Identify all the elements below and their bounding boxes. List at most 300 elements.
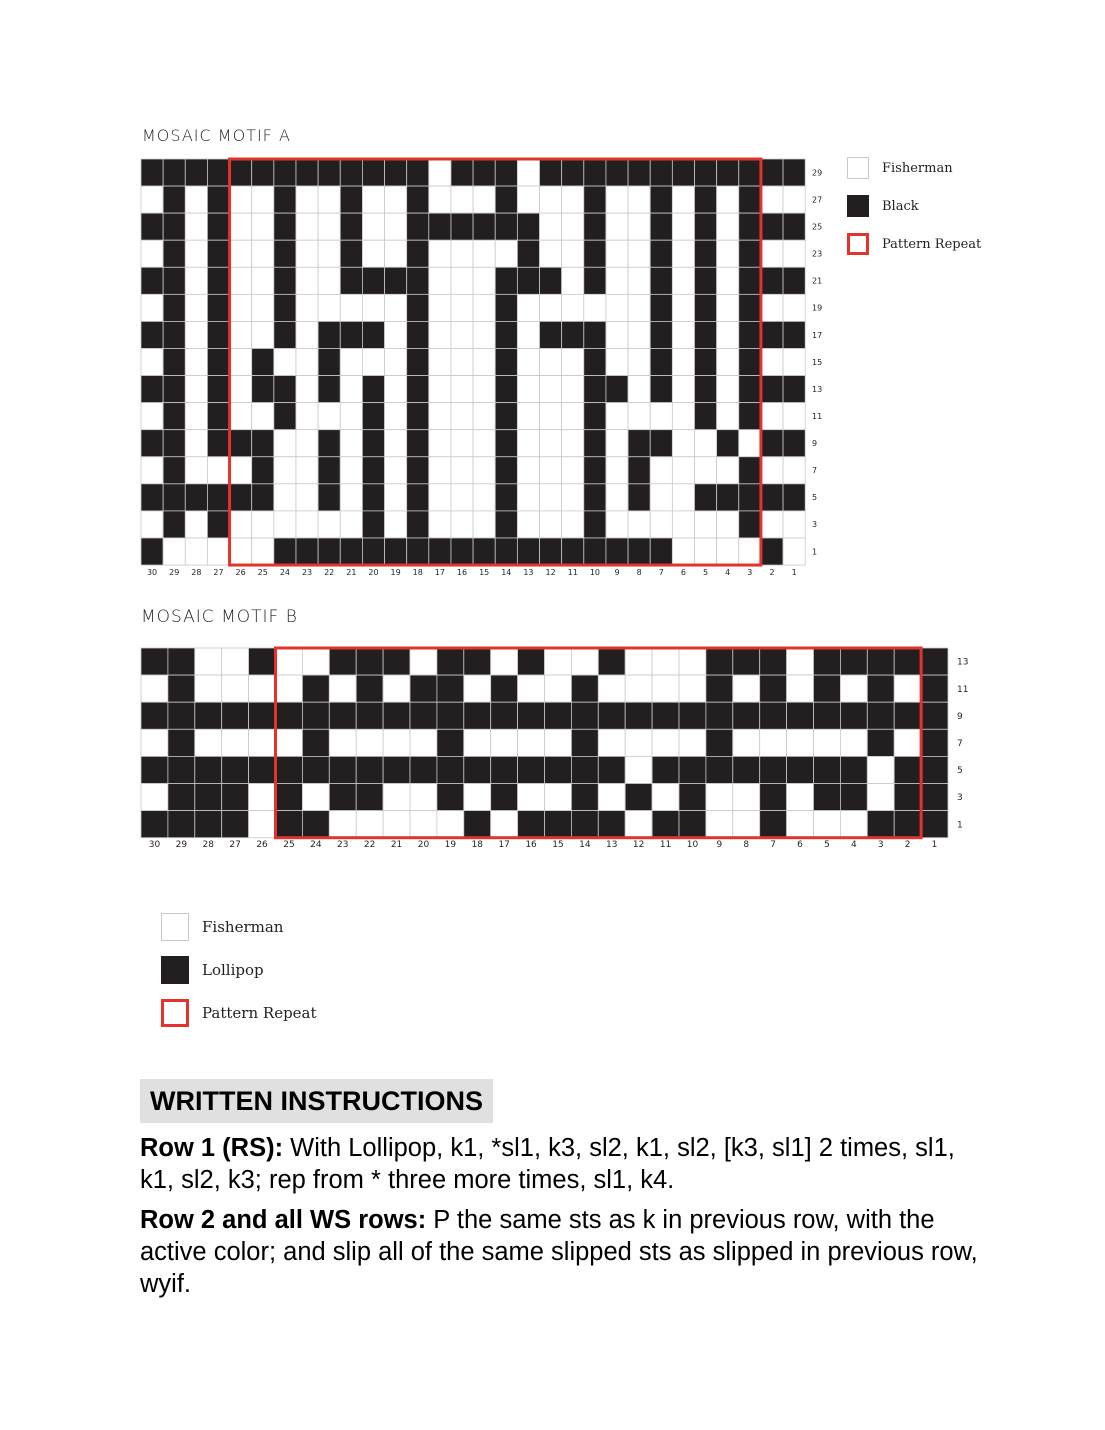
stitch-cell-dark xyxy=(274,376,296,403)
stitch-cell-light xyxy=(230,267,252,294)
stitch-cell-light xyxy=(356,811,383,838)
stitch-cell-light xyxy=(545,675,572,702)
stitch-cell-dark xyxy=(495,511,517,538)
stitch-cell-dark xyxy=(562,538,584,565)
stitch-cell-light xyxy=(739,430,761,457)
stitch-cell-light xyxy=(783,294,805,321)
stitch-cell-dark xyxy=(491,784,518,811)
column-number-label: 14 xyxy=(579,840,591,850)
stitch-cell-light xyxy=(252,538,274,565)
stitch-cell-light xyxy=(340,484,362,511)
stitch-cell-dark xyxy=(598,702,625,729)
stitch-cell-light xyxy=(296,484,318,511)
stitch-cell-light xyxy=(540,457,562,484)
stitch-cell-dark xyxy=(356,756,383,783)
stitch-cell-dark xyxy=(318,430,340,457)
stitch-cell-light xyxy=(695,538,717,565)
stitch-cell-dark xyxy=(362,403,384,430)
stitch-cell-light xyxy=(362,186,384,213)
stitch-cell-dark xyxy=(230,430,252,457)
stitch-cell-light xyxy=(383,811,410,838)
stitch-cell-dark xyxy=(252,348,274,375)
stitch-cell-light xyxy=(249,811,276,838)
stitch-cell-light xyxy=(473,186,495,213)
column-number-label: 12 xyxy=(545,568,556,577)
stitch-cell-light xyxy=(562,267,584,294)
row-number-label: 15 xyxy=(812,357,823,367)
stitch-cell-dark xyxy=(252,484,274,511)
stitch-cell-light xyxy=(296,511,318,538)
stitch-cell-light xyxy=(706,784,733,811)
stitch-cell-dark xyxy=(252,430,274,457)
stitch-cell-light xyxy=(545,784,572,811)
stitch-cell-light xyxy=(429,511,451,538)
legend-label: Pattern Repeat xyxy=(202,1004,317,1022)
stitch-cell-light xyxy=(185,213,207,240)
stitch-cell-light xyxy=(628,321,650,348)
row-number-label: 17 xyxy=(812,330,823,340)
stitch-cell-light xyxy=(464,675,491,702)
stitch-cell-dark xyxy=(783,267,805,294)
stitch-cell-light xyxy=(562,403,584,430)
legend-label: Black xyxy=(882,198,919,214)
stitch-cell-dark xyxy=(695,186,717,213)
stitch-cell-light xyxy=(540,403,562,430)
stitch-cell-dark xyxy=(163,294,185,321)
stitch-cell-light xyxy=(672,376,694,403)
stitch-cell-light xyxy=(385,403,407,430)
stitch-cell-dark xyxy=(840,702,867,729)
stitch-cell-light xyxy=(340,376,362,403)
stitch-cell-dark xyxy=(625,702,652,729)
stitch-cell-dark xyxy=(383,756,410,783)
stitch-cell-dark xyxy=(695,213,717,240)
column-number-label: 26 xyxy=(256,840,268,850)
stitch-cell-light xyxy=(628,294,650,321)
legend-b-lollipop xyxy=(161,956,264,984)
row-number-label: 1 xyxy=(957,820,963,831)
stitch-cell-light xyxy=(761,186,783,213)
stitch-cell-dark xyxy=(584,403,606,430)
stitch-cell-light xyxy=(672,186,694,213)
row-number-label: 23 xyxy=(812,249,823,259)
stitch-cell-light xyxy=(410,811,437,838)
stitch-cell-light xyxy=(451,430,473,457)
stitch-cell-light xyxy=(672,294,694,321)
stitch-cell-dark xyxy=(739,267,761,294)
stitch-cell-light xyxy=(783,348,805,375)
stitch-cell-light xyxy=(362,240,384,267)
stitch-cell-dark xyxy=(495,186,517,213)
stitch-cell-dark xyxy=(141,267,163,294)
stitch-cell-light xyxy=(296,321,318,348)
stitch-cell-light xyxy=(562,186,584,213)
stitch-cell-light xyxy=(429,430,451,457)
stitch-cell-light xyxy=(207,457,229,484)
stitch-cell-dark xyxy=(584,484,606,511)
stitch-cell-dark xyxy=(650,267,672,294)
stitch-cell-dark xyxy=(695,267,717,294)
row-number-label: 9 xyxy=(812,439,818,449)
column-number-label: 28 xyxy=(202,840,214,850)
stitch-cell-light xyxy=(318,403,340,430)
stitch-cell-dark xyxy=(840,648,867,675)
stitch-cell-light xyxy=(672,484,694,511)
stitch-cell-light xyxy=(329,729,356,756)
stitch-cell-light xyxy=(761,348,783,375)
row-number-label: 19 xyxy=(812,303,823,313)
stitch-cell-light xyxy=(717,457,739,484)
row-number-label: 5 xyxy=(812,493,818,503)
stitch-cell-light xyxy=(222,675,249,702)
stitch-cell-dark xyxy=(318,376,340,403)
stitch-cell-dark xyxy=(222,811,249,838)
stitch-cell-light xyxy=(717,348,739,375)
fisherman-swatch xyxy=(161,913,189,941)
stitch-cell-light xyxy=(628,267,650,294)
stitch-cell-light xyxy=(739,538,761,565)
stitch-cell-light xyxy=(518,729,545,756)
stitch-cell-light xyxy=(249,729,276,756)
stitch-cell-light xyxy=(695,430,717,457)
stitch-cell-light xyxy=(318,186,340,213)
stitch-cell-dark xyxy=(141,376,163,403)
stitch-cell-light xyxy=(562,511,584,538)
stitch-cell-light xyxy=(562,294,584,321)
stitch-cell-light xyxy=(141,294,163,321)
row-number-label: 9 xyxy=(957,711,963,722)
stitch-cell-dark xyxy=(362,267,384,294)
stitch-cell-dark xyxy=(207,348,229,375)
stitch-cell-dark xyxy=(495,403,517,430)
stitch-cell-dark xyxy=(329,784,356,811)
stitch-cell-dark xyxy=(650,430,672,457)
stitch-cell-dark xyxy=(733,648,760,675)
stitch-cell-dark xyxy=(329,648,356,675)
lollipop-swatch xyxy=(161,956,189,984)
stitch-cell-light xyxy=(276,729,303,756)
stitch-cell-dark xyxy=(141,756,168,783)
stitch-cell-light xyxy=(429,294,451,321)
column-number-label: 5 xyxy=(824,840,830,850)
stitch-cell-dark xyxy=(761,376,783,403)
stitch-cell-light xyxy=(141,186,163,213)
stitch-cell-dark xyxy=(473,538,495,565)
stitch-cell-light xyxy=(840,729,867,756)
stitch-cell-dark xyxy=(867,811,894,838)
stitch-cell-dark xyxy=(783,430,805,457)
stitch-cell-dark xyxy=(840,784,867,811)
stitch-cell-light xyxy=(185,376,207,403)
stitch-cell-light xyxy=(429,159,451,186)
stitch-cell-dark xyxy=(252,376,274,403)
stitch-cell-light xyxy=(230,457,252,484)
stitch-cell-light xyxy=(672,267,694,294)
stitch-cell-light xyxy=(650,511,672,538)
stitch-cell-dark xyxy=(606,159,628,186)
column-number-label: 21 xyxy=(346,568,357,577)
stitch-cell-light xyxy=(562,240,584,267)
stitch-cell-dark xyxy=(540,538,562,565)
stitch-cell-light xyxy=(545,648,572,675)
column-number-label: 27 xyxy=(229,840,241,850)
stitch-cell-light xyxy=(473,321,495,348)
stitch-cell-dark xyxy=(584,186,606,213)
column-number-label: 25 xyxy=(283,840,295,850)
stitch-cell-dark xyxy=(464,756,491,783)
stitch-cell-dark xyxy=(739,159,761,186)
stitch-cell-light xyxy=(787,648,814,675)
stitch-cell-light xyxy=(230,511,252,538)
row-number-label: 11 xyxy=(957,684,969,695)
stitch-cell-dark xyxy=(921,756,948,783)
stitch-cell-light xyxy=(230,376,252,403)
column-number-label: 8 xyxy=(636,568,642,577)
stitch-cell-light xyxy=(783,511,805,538)
stitch-cell-light xyxy=(296,213,318,240)
stitch-cell-light xyxy=(540,294,562,321)
stitch-cell-dark xyxy=(518,811,545,838)
stitch-cell-dark xyxy=(495,538,517,565)
stitch-cell-light xyxy=(473,430,495,457)
stitch-cell-dark xyxy=(562,321,584,348)
stitch-cell-dark xyxy=(921,784,948,811)
stitch-cell-dark xyxy=(717,430,739,457)
stitch-cell-dark xyxy=(362,511,384,538)
stitch-cell-dark xyxy=(695,484,717,511)
stitch-cell-dark xyxy=(695,348,717,375)
stitch-cell-light xyxy=(451,484,473,511)
stitch-cell-light xyxy=(385,348,407,375)
row1-text: With Lollipop, k1, *sl1, k3, sl2, k1, sl2, [k3, sl1] 2 times, sl1, k1, sl2, k3; rep from * three more times, sl1, k4. xyxy=(140,1134,955,1194)
stitch-cell-dark xyxy=(921,811,948,838)
stitch-cell-dark xyxy=(207,294,229,321)
stitch-cell-light xyxy=(451,294,473,321)
stitch-cell-dark xyxy=(760,756,787,783)
stitch-cell-light xyxy=(340,457,362,484)
stitch-cell-dark xyxy=(274,538,296,565)
row-number-label: 11 xyxy=(812,411,823,421)
stitch-cell-light xyxy=(318,213,340,240)
stitch-cell-light xyxy=(783,403,805,430)
stitch-cell-light xyxy=(451,348,473,375)
column-number-label: 14 xyxy=(501,568,512,577)
stitch-cell-light xyxy=(383,675,410,702)
stitch-cell-light xyxy=(562,213,584,240)
legend-label: Fisherman xyxy=(882,160,953,176)
stitch-cell-light xyxy=(894,729,921,756)
row1-label: Row 1 (RS): xyxy=(140,1134,284,1162)
stitch-cell-dark xyxy=(628,457,650,484)
stitch-cell-dark xyxy=(195,811,222,838)
stitch-cell-dark xyxy=(717,484,739,511)
stitch-cell-light xyxy=(296,457,318,484)
stitch-cell-dark xyxy=(598,811,625,838)
column-number-label: 23 xyxy=(301,568,313,577)
stitch-cell-dark xyxy=(867,648,894,675)
stitch-cell-dark xyxy=(407,484,429,511)
stitch-cell-dark xyxy=(787,756,814,783)
stitch-cell-light xyxy=(385,376,407,403)
stitch-cell-dark xyxy=(679,811,706,838)
column-number-label: 13 xyxy=(523,568,534,577)
stitch-cell-dark xyxy=(451,159,473,186)
stitch-cell-light xyxy=(230,294,252,321)
stitch-cell-light xyxy=(491,729,518,756)
stitch-cell-light xyxy=(141,675,168,702)
stitch-cell-light xyxy=(385,240,407,267)
stitch-cell-dark xyxy=(141,213,163,240)
stitch-cell-light xyxy=(451,376,473,403)
stitch-cell-light xyxy=(274,348,296,375)
stitch-cell-dark xyxy=(356,702,383,729)
stitch-cell-light xyxy=(814,811,841,838)
row-number-label: 27 xyxy=(812,195,823,205)
stitch-cell-dark xyxy=(584,538,606,565)
stitch-cell-light xyxy=(141,240,163,267)
stitch-cell-light xyxy=(783,457,805,484)
stitch-cell-light xyxy=(628,240,650,267)
stitch-cell-dark xyxy=(207,159,229,186)
stitch-cell-light xyxy=(222,729,249,756)
stitch-cell-dark xyxy=(495,376,517,403)
stitch-cell-dark xyxy=(921,702,948,729)
stitch-cell-light xyxy=(329,811,356,838)
stitch-cell-light xyxy=(274,430,296,457)
fisherman-swatch xyxy=(847,157,869,179)
stitch-cell-dark xyxy=(571,811,598,838)
stitch-cell-light xyxy=(733,811,760,838)
stitch-cell-light xyxy=(230,213,252,240)
stitch-cell-light xyxy=(679,648,706,675)
stitch-cell-dark xyxy=(340,321,362,348)
stitch-cell-light xyxy=(473,457,495,484)
stitch-cell-dark xyxy=(302,702,329,729)
stitch-cell-light xyxy=(274,511,296,538)
stitch-cell-dark xyxy=(571,729,598,756)
stitch-cell-dark xyxy=(356,675,383,702)
stitch-cell-dark xyxy=(276,702,303,729)
column-number-label: 24 xyxy=(310,840,322,850)
stitch-cell-light xyxy=(473,240,495,267)
stitch-cell-light xyxy=(252,403,274,430)
stitch-cell-light xyxy=(230,321,252,348)
stitch-cell-dark xyxy=(274,403,296,430)
stitch-cell-dark xyxy=(584,376,606,403)
stitch-cell-light xyxy=(562,457,584,484)
stitch-cell-dark xyxy=(222,784,249,811)
legend-b-fisherman xyxy=(161,913,283,941)
stitch-cell-light xyxy=(141,457,163,484)
stitch-cell-light xyxy=(606,484,628,511)
stitch-cell-dark xyxy=(628,484,650,511)
stitch-cell-dark xyxy=(410,675,437,702)
stitch-cell-light xyxy=(296,430,318,457)
stitch-cell-dark xyxy=(407,348,429,375)
stitch-cell-dark xyxy=(318,321,340,348)
column-number-label: 12 xyxy=(632,840,645,850)
stitch-cell-dark xyxy=(679,756,706,783)
column-number-label: 22 xyxy=(324,568,335,577)
stitch-cell-dark xyxy=(584,240,606,267)
pattern-repeat-swatch xyxy=(847,233,869,255)
stitch-cell-dark xyxy=(695,159,717,186)
stitch-cell-dark xyxy=(362,376,384,403)
stitch-cell-light xyxy=(787,729,814,756)
stitch-cell-dark xyxy=(407,267,429,294)
row-number-label: 13 xyxy=(957,657,969,668)
stitch-cell-dark xyxy=(407,159,429,186)
stitch-cell-light xyxy=(473,294,495,321)
stitch-cell-light xyxy=(340,511,362,538)
stitch-cell-dark xyxy=(230,159,252,186)
stitch-cell-dark xyxy=(495,294,517,321)
stitch-cell-dark xyxy=(185,484,207,511)
stitch-cell-dark xyxy=(739,511,761,538)
stitch-cell-light xyxy=(252,511,274,538)
stitch-cell-light xyxy=(491,648,518,675)
stitch-cell-dark xyxy=(302,675,329,702)
stitch-cell-dark xyxy=(761,213,783,240)
stitch-cell-dark xyxy=(163,403,185,430)
column-number-label: 16 xyxy=(525,840,537,850)
stitch-cell-dark xyxy=(783,159,805,186)
stitch-cell-dark xyxy=(407,538,429,565)
stitch-cell-light xyxy=(606,511,628,538)
stitch-cell-light xyxy=(517,511,539,538)
row-number-label: 5 xyxy=(957,766,963,777)
stitch-cell-dark xyxy=(814,756,841,783)
stitch-cell-light xyxy=(451,321,473,348)
stitch-cell-dark xyxy=(840,756,867,783)
stitch-cell-light xyxy=(606,321,628,348)
stitch-cell-dark xyxy=(584,213,606,240)
stitch-cell-dark xyxy=(429,213,451,240)
stitch-cell-dark xyxy=(679,702,706,729)
stitch-cell-dark xyxy=(814,784,841,811)
stitch-cell-light xyxy=(252,294,274,321)
stitch-cell-dark xyxy=(760,811,787,838)
stitch-cell-dark xyxy=(207,186,229,213)
stitch-cell-light xyxy=(318,240,340,267)
stitch-cell-light xyxy=(733,675,760,702)
column-number-label: 15 xyxy=(479,568,490,577)
stitch-cell-dark xyxy=(761,484,783,511)
stitch-cell-light xyxy=(385,457,407,484)
stitch-cell-dark xyxy=(571,756,598,783)
stitch-cell-light xyxy=(385,294,407,321)
stitch-cell-light xyxy=(717,213,739,240)
stitch-cell-light xyxy=(540,240,562,267)
stitch-cell-dark xyxy=(410,702,437,729)
row-number-label: 25 xyxy=(812,222,823,232)
stitch-cell-light xyxy=(717,538,739,565)
stitch-cell-dark xyxy=(141,648,168,675)
stitch-cell-light xyxy=(540,348,562,375)
stitch-cell-light xyxy=(252,321,274,348)
stitch-cell-light xyxy=(783,186,805,213)
stitch-cell-light xyxy=(625,729,652,756)
stitch-cell-light xyxy=(584,294,606,321)
stitch-cell-light xyxy=(473,267,495,294)
stitch-cell-light xyxy=(760,729,787,756)
stitch-cell-light xyxy=(296,240,318,267)
stitch-cell-light xyxy=(185,267,207,294)
stitch-cell-dark xyxy=(739,348,761,375)
stitch-cell-light xyxy=(540,430,562,457)
legend-label: Pattern Repeat xyxy=(882,236,982,252)
stitch-cell-dark xyxy=(650,348,672,375)
